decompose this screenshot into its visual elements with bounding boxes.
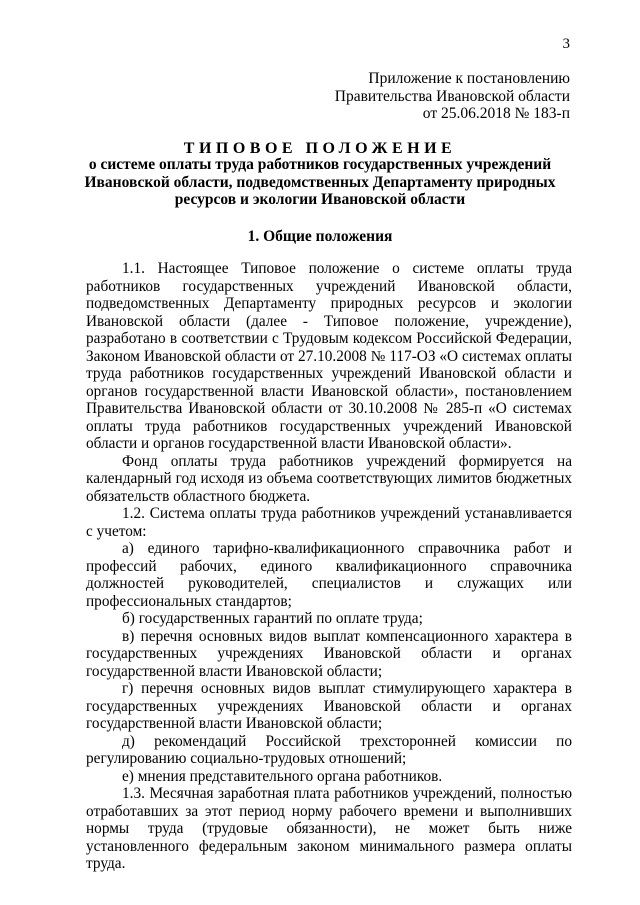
paragraph: д) рекомендаций Российской трехсторонней комиссии по регулированию социально-трудовых отношений;	[86, 732, 572, 767]
page-number: 3	[562, 36, 570, 52]
paragraph: 1.2. Система оплаты труда работников учреждений устанавливается с учетом:	[86, 505, 572, 540]
section-heading: 1. Общие положения	[247, 228, 393, 245]
document-title: ТИПОВОЕ ПОЛОЖЕНИЕ	[183, 140, 457, 157]
paragraph: е) мнения представительного органа работников.	[122, 767, 443, 785]
paragraph: 1.3. Месячная заработная плата работников учреждений, полностью отработавших за этот период норму рабочего времени и выполнивших нормы труда (трудовые обязанности), не может быть ниже установленного федеральным законом минимального размера оплаты труда.	[86, 785, 572, 872]
appendix-line: Правительства Ивановской области	[334, 87, 570, 105]
appendix-line: от 25.06.2018 № 183-п	[422, 105, 570, 122]
paragraph: 1.1. Настоящее Типовое положение о системе оплаты труда работников государственных учреждений Ивановской области, подведомственных Департаменту природных ресурсов и экологии Ивановской области (далее - Типовое положение, учреждение), разработано в соответствии с Трудовым кодексом Российской Федерации, Законом Ивановской области от 27.10.2008 № 117-ОЗ «О системах оплаты труда работников государственных учреждений Ивановской области и органов государственной власти Ивановской области», постановлением Правительства Ивановской области от 30.10.2008 № 285-п «О системах оплаты труда работников государственных учреждений Ивановской области и органов государственной власти Ивановской области».	[86, 260, 572, 452]
appendix-block	[230, 70, 570, 123]
paragraph: в) перечня основных видов выплат компенсационного характера в государственных учреждениях Ивановской области и органах государственной власти Ивановской области;	[86, 627, 572, 680]
document-body	[86, 260, 572, 873]
appendix-line: Приложение к постановлению	[368, 70, 570, 87]
paragraph: Фонд оплаты труда работников учреждений формируется на календарный год исходя из объема соответствующих лимитов бюджетных обязательств областного бюджета.	[86, 452, 572, 505]
paragraph: г) перечня основных видов выплат стимулирующего характера в государственных учреждениях Ивановской области и органах государственной власти Ивановской области;	[86, 680, 572, 732]
document-subtitle: о системе оплаты труда работников государственных учреждений Ивановской области, подведомственных Департаменту природных ресурсов и экологии Ивановской области	[84, 156, 556, 208]
paragraph: а) единого тарифно-квалификационного справочника работ и профессий рабочих, единого квалификационного справочника должностей руководителей, специалистов и служащих или профессиональных стандартов;	[86, 540, 572, 610]
paragraph: б) государственных гарантий по оплате труда;	[122, 610, 423, 627]
